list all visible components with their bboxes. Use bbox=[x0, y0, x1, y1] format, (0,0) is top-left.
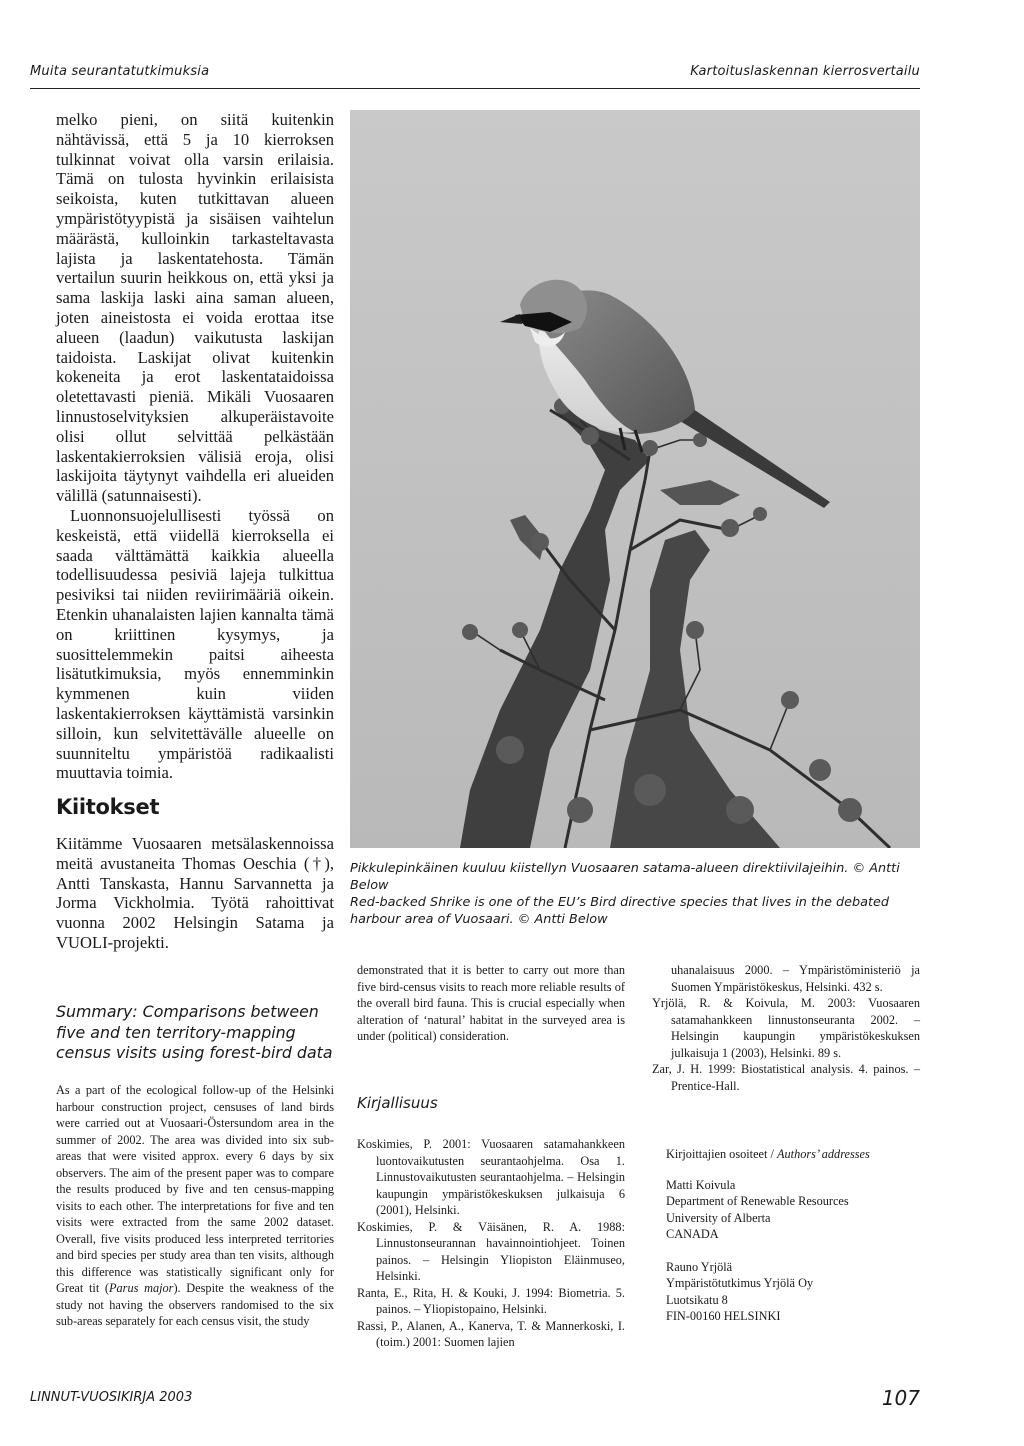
address-line: Rauno Yrjölä bbox=[666, 1259, 733, 1274]
address-line: CANADA bbox=[666, 1227, 719, 1241]
acknowledgements-section bbox=[56, 834, 334, 953]
address-line: Luotsikatu 8 bbox=[666, 1292, 728, 1307]
summary-text-a: As a part of the ecological follow-up of the Helsinki harbour construction project, censuses of land birds were carried out at Vuosaari-Östersundom area in the summer of 2002. The area was divided into six sub-areas that were visited approx. every 6 days by six observers. The aim of the present paper was to compare the results produced by five and ten census-mapping visits to each other. The interpretations for five and ten visits were extracted from the same 2002 dataset. Overall, five visits produced less interpreted territories and bird species per study area than ten visits, although this difference was statistically significant only for Great tit ( bbox=[56, 1083, 334, 1295]
address-line: Matti Koivula bbox=[666, 1177, 736, 1192]
reference-item: Yrjölä, R. & Koivula, M. 2003: Vuosaaren satamahankkeen linnustonseuranta 2002. – Helsingin kaupungin ympäristökeskuksen julkaisuja 1 (2003), Helsinki. 89 s. bbox=[652, 996, 920, 1060]
summary-column-1 bbox=[56, 1082, 334, 1330]
reference-item-rassi-end: uhanalaisuus 2000. – Ympäristöministeriö ja Suomen Ympäristökeskus, Helsinki. 432 s. bbox=[671, 963, 920, 994]
addresses-heading-fi: Kirjoittajien osoiteet / bbox=[666, 1147, 777, 1161]
photo-caption bbox=[350, 860, 920, 928]
address-line: FIN-00160 HELSINKI bbox=[666, 1309, 781, 1323]
summary-title: Summary: Comparisons between five and ten territory-mapping census visits using forest-bird data bbox=[56, 1002, 333, 1062]
caption-english: Red-backed Shrike is one of the EU’s Bird directive species that lives in the debated harbour area of Vuosaari. © Antti Below bbox=[350, 895, 889, 927]
references-column-2 bbox=[652, 962, 920, 1094]
address-line: University of Alberta bbox=[666, 1210, 771, 1225]
addresses-heading bbox=[666, 1146, 920, 1163]
reference-item: Koskimies, P. 2001: Vuosaaren satamahankkeen luontovaikutusten seurantaohjelma. Osa 1. Linnustovaikutusten seurantaohjelma. – Helsingin kaupungin ympäristökeskuksen julkaisuja 6 (2001), Helsinki. bbox=[357, 1137, 625, 1217]
paragraph-2: Luonnonsuojelullisesti työssä on keskeistä, että viidellä kierroksella ei saada välttämättä kaikkia alueella todellisuudessa pesiviä lajeja tulkittua pesiviksi tai niiden reviirimääriä oikein. Etenkin uhanalaisten lajien kannalta tämä on kriittinen kysymys, ja suosittelemmekin paitsi aiheesta lisätutkimuksia, myös ennemminkin kymmenen kuin viiden laskentakierroksen käyttämistä varsinkin silloin, kun selvitettävälle alueelle on suunniteltu ympäristöä radikaalisti muuttavia toimia. bbox=[56, 505, 334, 783]
references-column-1 bbox=[357, 1136, 625, 1351]
summary-text bbox=[56, 1082, 334, 1330]
header-rule bbox=[30, 88, 920, 89]
caption-finnish: Pikkulepinkäinen kuuluu kiistellyn Vuosaaren satama-alueen direktiivilajeihin. © Antti Below bbox=[350, 861, 900, 893]
addresses-heading-en: Authors’ addresses bbox=[777, 1147, 870, 1161]
address-line: Department of Renewable Resources bbox=[666, 1194, 849, 1208]
author-address-2 bbox=[666, 1259, 920, 1325]
acknowledgements-text: Kiitämme Vuosaaren metsälaskennoissa meitä avustaneita Thomas Oeschia (†), Antti Tanskasta, Hannu Sarvannetta ja Jorma Vickholmia. Työtä rahoittivat vuonna 2002 Helsingin Satama ja VUOLI-projekti. bbox=[56, 834, 334, 952]
author-address-1 bbox=[666, 1177, 920, 1243]
acknowledgements-heading: Kiitokset bbox=[56, 795, 160, 819]
species-latin-name: Parus major bbox=[109, 1281, 174, 1295]
running-head-left: Muita seurantatutkimuksia bbox=[30, 64, 210, 79]
reference-item: Ranta, E., Rita, H. & Kouki, J. 1994: Biometria. 5. painos. – Yliopistopaino, Helsinki. bbox=[357, 1285, 625, 1316]
references-heading: Kirjallisuus bbox=[357, 1094, 438, 1112]
paragraph-1: melko pieni, on siitä kuitenkin nähtävissä, että 5 ja 10 kierroksen tulkinnat voivat olla varsin erilaisia. Tämä on tulosta hyvinkin erilaisista seikoista, kuten tutkittavan alueen ympäristötyypistä ja sisäisen vaihtelun määrästä, kulloinkin tarkasteltavasta lajista ja laskentatehosta. Tämän vertailun suurin heikkous on, että yksi ja sama laskija laski aina saman alueen, joten aineistosta ei voida erottaa itse alueen (laadun) vaikutusta laskijan taidoista. Laskijat olivat kuitenkin kokeneita ja erot laskentataidoissa oletettavasti pieniä. Mikäli Vuosaaren linnustoselvityksien alkuperäistavoite olisi ollut selvittää pelkästään laskentakierroksien välisiä eroja, olisi laskijoita täytynyt vaihdella eri alueiden välillä (satunnaisesti). bbox=[56, 110, 334, 506]
reference-item: Zar, J. H. 1999: Biostatistical analysis. 4. painos. – Prentice-Hall. bbox=[652, 1062, 920, 1093]
summary-text-continued: demonstrated that it is better to carry out more than five bird-census visits to reach more reliable results of the overall bird fauna. This is crucial especially when alteration of ‘natural’ habitat in the surveyed area is under (political) consideration. bbox=[357, 963, 625, 1043]
running-head-right: Kartoituslaskennan kierrosvertailu bbox=[690, 64, 920, 79]
summary-text-b: ). Despite the weakness of the study not having the observers randomised to the six sub-areas separately for each census visit, the study bbox=[56, 1281, 334, 1328]
reference-item: Koskimies, P. & Väisänen, R. A. 1988: Linnustonseurannan havainnointiohjeet. Toinen painos. – Helsingin Yliopiston Eläinmuseo, Helsinki. bbox=[357, 1219, 625, 1283]
author-addresses bbox=[666, 1146, 920, 1325]
main-text-column bbox=[56, 110, 334, 783]
page-number: 107 bbox=[881, 1386, 920, 1410]
address-line: Ympäristötutkimus Yrjölä Oy bbox=[666, 1276, 814, 1290]
shrike-photo-illustration bbox=[350, 110, 920, 848]
summary-column-2 bbox=[357, 962, 625, 1045]
footer-journal: LINNUT-VUOSIKIRJA 2003 bbox=[30, 1390, 193, 1405]
reference-item-rassi-start: Rassi, P., Alanen, A., Kanerva, T. & Mannerkoski, I. (toim.) 2001: Suomen lajien bbox=[357, 1318, 625, 1349]
shrike-photo bbox=[350, 110, 920, 848]
